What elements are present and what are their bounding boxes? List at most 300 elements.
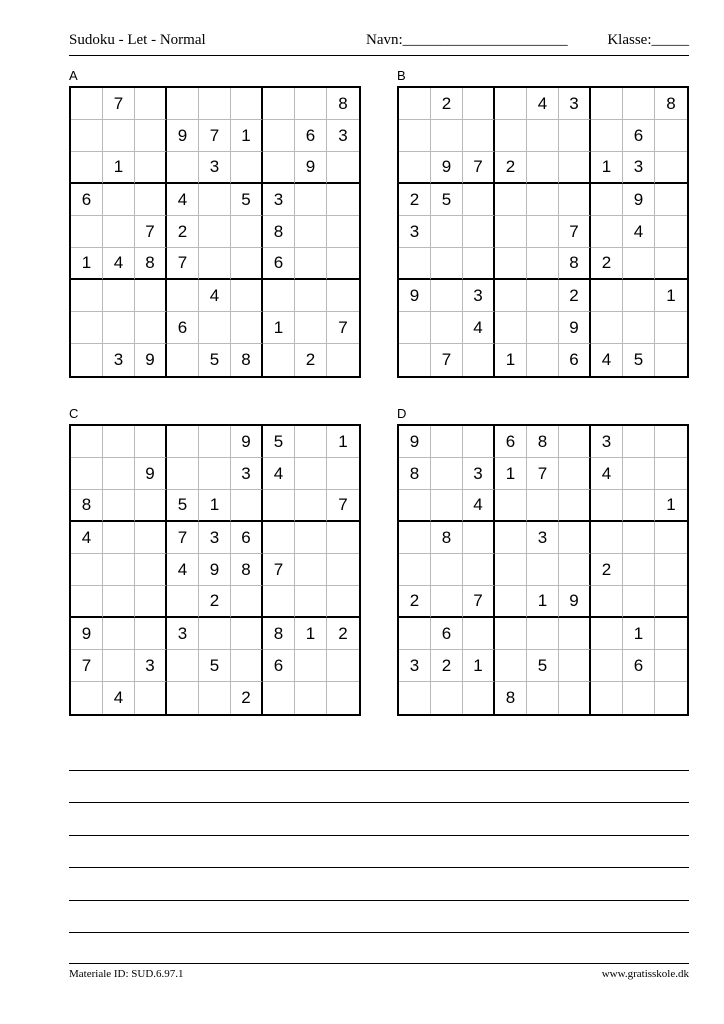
sudoku-cell[interactable]: [199, 312, 231, 344]
sudoku-cell[interactable]: 2: [559, 280, 591, 312]
sudoku-cell[interactable]: [623, 426, 655, 458]
sudoku-cell[interactable]: [295, 88, 327, 120]
sudoku-cell[interactable]: 5: [623, 344, 655, 376]
sudoku-cell[interactable]: [71, 458, 103, 490]
sudoku-cell[interactable]: 1: [71, 248, 103, 280]
sudoku-cell[interactable]: [431, 280, 463, 312]
sudoku-cell[interactable]: 9: [623, 184, 655, 216]
sudoku-cell[interactable]: 8: [495, 682, 527, 714]
sudoku-cell[interactable]: 2: [199, 586, 231, 618]
sudoku-cell[interactable]: [71, 280, 103, 312]
sudoku-cell[interactable]: [591, 88, 623, 120]
sudoku-cell[interactable]: [327, 152, 359, 184]
sudoku-cell[interactable]: [527, 152, 559, 184]
sudoku-cell[interactable]: [231, 618, 263, 650]
sudoku-cell[interactable]: 9: [431, 152, 463, 184]
sudoku-cell[interactable]: [655, 650, 687, 682]
sudoku-cell[interactable]: 8: [399, 458, 431, 490]
sudoku-cell[interactable]: 7: [431, 344, 463, 376]
sudoku-cell[interactable]: [431, 120, 463, 152]
sudoku-cell[interactable]: [135, 280, 167, 312]
sudoku-cell[interactable]: [527, 248, 559, 280]
sudoku-cell[interactable]: [295, 682, 327, 714]
sudoku-cell[interactable]: 2: [399, 184, 431, 216]
sudoku-cell[interactable]: 3: [231, 458, 263, 490]
sudoku-cell[interactable]: [167, 682, 199, 714]
sudoku-cell[interactable]: 9: [135, 458, 167, 490]
sudoku-cell[interactable]: 1: [623, 618, 655, 650]
sudoku-cell[interactable]: 9: [399, 280, 431, 312]
sudoku-cell[interactable]: [327, 650, 359, 682]
sudoku-cell[interactable]: [591, 184, 623, 216]
sudoku-cell[interactable]: [103, 618, 135, 650]
sudoku-cell[interactable]: 9: [71, 618, 103, 650]
sudoku-cell[interactable]: 4: [199, 280, 231, 312]
sudoku-cell[interactable]: [103, 426, 135, 458]
sudoku-cell[interactable]: [103, 120, 135, 152]
sudoku-cell[interactable]: [295, 280, 327, 312]
sudoku-cell[interactable]: [527, 312, 559, 344]
sudoku-cell[interactable]: 6: [623, 650, 655, 682]
sudoku-cell[interactable]: [135, 522, 167, 554]
sudoku-cell[interactable]: [495, 184, 527, 216]
sudoku-cell[interactable]: [71, 312, 103, 344]
sudoku-cell[interactable]: [199, 426, 231, 458]
sudoku-cell[interactable]: 2: [431, 650, 463, 682]
sudoku-cell[interactable]: 1: [295, 618, 327, 650]
sudoku-cell[interactable]: [463, 216, 495, 248]
sudoku-cell[interactable]: [71, 216, 103, 248]
sudoku-cell[interactable]: [623, 312, 655, 344]
sudoku-cell[interactable]: 1: [263, 312, 295, 344]
sudoku-cell[interactable]: 6: [623, 120, 655, 152]
sudoku-cell[interactable]: [103, 522, 135, 554]
sudoku-cell[interactable]: [71, 152, 103, 184]
sudoku-cell[interactable]: [655, 554, 687, 586]
sudoku-cell[interactable]: [263, 120, 295, 152]
sudoku-cell[interactable]: [103, 312, 135, 344]
sudoku-cell[interactable]: 6: [231, 522, 263, 554]
sudoku-cell[interactable]: [591, 522, 623, 554]
sudoku-cell[interactable]: 2: [591, 248, 623, 280]
sudoku-cell[interactable]: [295, 522, 327, 554]
sudoku-cell[interactable]: 1: [103, 152, 135, 184]
sudoku-cell[interactable]: 5: [199, 344, 231, 376]
sudoku-cell[interactable]: [167, 344, 199, 376]
sudoku-cell[interactable]: [71, 344, 103, 376]
sudoku-cell[interactable]: [199, 618, 231, 650]
sudoku-cell[interactable]: 7: [135, 216, 167, 248]
sudoku-cell[interactable]: [463, 184, 495, 216]
sudoku-cell[interactable]: [463, 88, 495, 120]
sudoku-cell[interactable]: [399, 88, 431, 120]
sudoku-cell[interactable]: [167, 458, 199, 490]
sudoku-cell[interactable]: [591, 280, 623, 312]
sudoku-cell[interactable]: [559, 682, 591, 714]
sudoku-cell[interactable]: [167, 586, 199, 618]
sudoku-cell[interactable]: [199, 216, 231, 248]
sudoku-cell[interactable]: [431, 458, 463, 490]
sudoku-cell[interactable]: [559, 650, 591, 682]
sudoku-cell[interactable]: 2: [591, 554, 623, 586]
sudoku-cell[interactable]: [623, 522, 655, 554]
sudoku-cell[interactable]: [431, 586, 463, 618]
sudoku-cell[interactable]: [327, 682, 359, 714]
sudoku-cell[interactable]: [495, 618, 527, 650]
sudoku-cell[interactable]: 3: [263, 184, 295, 216]
sudoku-cell[interactable]: [527, 216, 559, 248]
sudoku-cell[interactable]: 8: [527, 426, 559, 458]
sudoku-cell[interactable]: [431, 248, 463, 280]
sudoku-cell[interactable]: [495, 120, 527, 152]
sudoku-cell[interactable]: [431, 312, 463, 344]
sudoku-cell[interactable]: 4: [623, 216, 655, 248]
sudoku-cell[interactable]: 1: [231, 120, 263, 152]
sudoku-cell[interactable]: 2: [231, 682, 263, 714]
sudoku-cell[interactable]: [135, 554, 167, 586]
sudoku-cell[interactable]: [295, 426, 327, 458]
sudoku-cell[interactable]: [655, 344, 687, 376]
sudoku-cell[interactable]: [295, 586, 327, 618]
sudoku-cell[interactable]: [263, 280, 295, 312]
sudoku-cell[interactable]: 8: [231, 554, 263, 586]
sudoku-cell[interactable]: [231, 88, 263, 120]
sudoku-cell[interactable]: 6: [559, 344, 591, 376]
sudoku-cell[interactable]: 3: [167, 618, 199, 650]
sudoku-cell[interactable]: [463, 554, 495, 586]
sudoku-cell[interactable]: 8: [263, 618, 295, 650]
sudoku-cell[interactable]: [135, 490, 167, 522]
sudoku-cell[interactable]: 1: [495, 458, 527, 490]
sudoku-cell[interactable]: 7: [263, 554, 295, 586]
sudoku-cell[interactable]: 4: [527, 88, 559, 120]
sudoku-cell[interactable]: [263, 88, 295, 120]
sudoku-cell[interactable]: 7: [199, 120, 231, 152]
sudoku-cell[interactable]: [623, 248, 655, 280]
sudoku-cell[interactable]: [263, 152, 295, 184]
sudoku-cell[interactable]: [495, 490, 527, 522]
sudoku-cell[interactable]: 9: [199, 554, 231, 586]
sudoku-cell[interactable]: [231, 248, 263, 280]
sudoku-cell[interactable]: 4: [167, 554, 199, 586]
sudoku-cell[interactable]: [655, 618, 687, 650]
sudoku-cell[interactable]: 6: [263, 650, 295, 682]
sudoku-cell[interactable]: [327, 522, 359, 554]
sudoku-cell[interactable]: [495, 248, 527, 280]
sudoku-cell[interactable]: [167, 88, 199, 120]
sudoku-cell[interactable]: [231, 216, 263, 248]
sudoku-cell[interactable]: 9: [559, 312, 591, 344]
sudoku-cell[interactable]: [463, 344, 495, 376]
sudoku-cell[interactable]: [199, 88, 231, 120]
sudoku-cell[interactable]: [463, 618, 495, 650]
sudoku-cell[interactable]: 5: [167, 490, 199, 522]
sudoku-cell[interactable]: [167, 650, 199, 682]
sudoku-cell[interactable]: 5: [263, 426, 295, 458]
sudoku-cell[interactable]: [399, 248, 431, 280]
sudoku-cell[interactable]: 3: [199, 522, 231, 554]
sudoku-cell[interactable]: [199, 184, 231, 216]
sudoku-cell[interactable]: 3: [199, 152, 231, 184]
sudoku-cell[interactable]: [135, 312, 167, 344]
sudoku-cell[interactable]: 4: [103, 248, 135, 280]
sudoku-cell[interactable]: 7: [527, 458, 559, 490]
sudoku-cell[interactable]: [135, 120, 167, 152]
sudoku-cell[interactable]: [591, 120, 623, 152]
sudoku-cell[interactable]: 1: [495, 344, 527, 376]
sudoku-cell[interactable]: [495, 650, 527, 682]
sudoku-cell[interactable]: [591, 312, 623, 344]
sudoku-cell[interactable]: [655, 426, 687, 458]
sudoku-cell[interactable]: 9: [399, 426, 431, 458]
sudoku-cell[interactable]: [495, 88, 527, 120]
sudoku-cell[interactable]: 3: [399, 650, 431, 682]
sudoku-cell[interactable]: [71, 120, 103, 152]
sudoku-cell[interactable]: 3: [559, 88, 591, 120]
sudoku-cell[interactable]: 9: [167, 120, 199, 152]
sudoku-cell[interactable]: 5: [431, 184, 463, 216]
sudoku-cell[interactable]: 4: [103, 682, 135, 714]
sudoku-cell[interactable]: [399, 554, 431, 586]
sudoku-cell[interactable]: [231, 650, 263, 682]
sudoku-cell[interactable]: 4: [463, 312, 495, 344]
sudoku-cell[interactable]: [295, 490, 327, 522]
sudoku-cell[interactable]: 3: [591, 426, 623, 458]
sudoku-cell[interactable]: 1: [655, 490, 687, 522]
sudoku-cell[interactable]: [655, 152, 687, 184]
sudoku-cell[interactable]: [655, 120, 687, 152]
sudoku-cell[interactable]: [399, 490, 431, 522]
sudoku-cell[interactable]: [559, 522, 591, 554]
sudoku-cell[interactable]: [231, 152, 263, 184]
sudoku-cell[interactable]: [463, 248, 495, 280]
sudoku-cell[interactable]: 4: [71, 522, 103, 554]
sudoku-cell[interactable]: [431, 426, 463, 458]
sudoku-cell[interactable]: [559, 184, 591, 216]
sudoku-cell[interactable]: [495, 554, 527, 586]
sudoku-cell[interactable]: 9: [559, 586, 591, 618]
sudoku-cell[interactable]: [431, 682, 463, 714]
sudoku-cell[interactable]: 1: [591, 152, 623, 184]
sudoku-cell[interactable]: [199, 458, 231, 490]
sudoku-cell[interactable]: [527, 120, 559, 152]
sudoku-cell[interactable]: [199, 248, 231, 280]
sudoku-cell[interactable]: [263, 522, 295, 554]
sudoku-cell[interactable]: [431, 216, 463, 248]
sudoku-cell[interactable]: [103, 216, 135, 248]
sudoku-cell[interactable]: [655, 248, 687, 280]
sudoku-cell[interactable]: 1: [327, 426, 359, 458]
sudoku-cell[interactable]: 2: [327, 618, 359, 650]
sudoku-cell[interactable]: [295, 184, 327, 216]
sudoku-cell[interactable]: 1: [527, 586, 559, 618]
sudoku-cell[interactable]: [559, 490, 591, 522]
sudoku-cell[interactable]: 3: [103, 344, 135, 376]
sudoku-cell[interactable]: [527, 344, 559, 376]
sudoku-cell[interactable]: 7: [167, 522, 199, 554]
sudoku-cell[interactable]: [655, 458, 687, 490]
sudoku-cell[interactable]: 9: [295, 152, 327, 184]
sudoku-cell[interactable]: [263, 586, 295, 618]
sudoku-cell[interactable]: 9: [135, 344, 167, 376]
sudoku-cell[interactable]: [399, 682, 431, 714]
sudoku-cell[interactable]: [327, 554, 359, 586]
sudoku-cell[interactable]: [295, 458, 327, 490]
sudoku-cell[interactable]: [527, 490, 559, 522]
sudoku-cell[interactable]: [559, 554, 591, 586]
sudoku-cell[interactable]: [591, 586, 623, 618]
sudoku-cell[interactable]: [103, 554, 135, 586]
sudoku-cell[interactable]: 4: [591, 344, 623, 376]
sudoku-cell[interactable]: [431, 490, 463, 522]
sudoku-cell[interactable]: 2: [167, 216, 199, 248]
sudoku-cell[interactable]: [327, 280, 359, 312]
sudoku-cell[interactable]: [71, 682, 103, 714]
sudoku-cell[interactable]: 1: [199, 490, 231, 522]
sudoku-cell[interactable]: 1: [655, 280, 687, 312]
sudoku-cell[interactable]: [103, 650, 135, 682]
sudoku-cell[interactable]: 7: [463, 152, 495, 184]
sudoku-cell[interactable]: [135, 682, 167, 714]
sudoku-cell[interactable]: [135, 618, 167, 650]
sudoku-cell[interactable]: [495, 586, 527, 618]
sudoku-cell[interactable]: [559, 120, 591, 152]
sudoku-cell[interactable]: [623, 280, 655, 312]
sudoku-cell[interactable]: [623, 458, 655, 490]
sudoku-cell[interactable]: [103, 586, 135, 618]
sudoku-cell[interactable]: [263, 682, 295, 714]
sudoku-cell[interactable]: 2: [295, 344, 327, 376]
sudoku-cell[interactable]: [655, 586, 687, 618]
sudoku-cell[interactable]: 9: [231, 426, 263, 458]
sudoku-cell[interactable]: [591, 490, 623, 522]
sudoku-cell[interactable]: 2: [399, 586, 431, 618]
sudoku-cell[interactable]: 3: [463, 458, 495, 490]
sudoku-cell[interactable]: [103, 184, 135, 216]
sudoku-cell[interactable]: 8: [559, 248, 591, 280]
sudoku-cell[interactable]: [135, 184, 167, 216]
sudoku-cell[interactable]: 3: [399, 216, 431, 248]
sudoku-cell[interactable]: [495, 312, 527, 344]
sudoku-cell[interactable]: [623, 490, 655, 522]
sudoku-cell[interactable]: 5: [527, 650, 559, 682]
sudoku-cell[interactable]: [135, 88, 167, 120]
sudoku-cell[interactable]: 4: [463, 490, 495, 522]
sudoku-cell[interactable]: [399, 522, 431, 554]
sudoku-cell[interactable]: [295, 312, 327, 344]
sudoku-cell[interactable]: [231, 490, 263, 522]
sudoku-cell[interactable]: 6: [431, 618, 463, 650]
sudoku-cell[interactable]: 6: [295, 120, 327, 152]
sudoku-cell[interactable]: [463, 522, 495, 554]
sudoku-cell[interactable]: [495, 280, 527, 312]
sudoku-cell[interactable]: [655, 682, 687, 714]
sudoku-cell[interactable]: 7: [463, 586, 495, 618]
sudoku-cell[interactable]: 8: [431, 522, 463, 554]
sudoku-cell[interactable]: [263, 490, 295, 522]
sudoku-cell[interactable]: 7: [327, 312, 359, 344]
sudoku-cell[interactable]: [327, 586, 359, 618]
sudoku-cell[interactable]: [295, 650, 327, 682]
sudoku-cell[interactable]: [591, 682, 623, 714]
sudoku-cell[interactable]: [463, 682, 495, 714]
sudoku-cell[interactable]: [399, 312, 431, 344]
sudoku-cell[interactable]: [655, 522, 687, 554]
sudoku-cell[interactable]: [655, 184, 687, 216]
sudoku-cell[interactable]: 8: [135, 248, 167, 280]
sudoku-cell[interactable]: [327, 458, 359, 490]
sudoku-cell[interactable]: [623, 88, 655, 120]
sudoku-cell[interactable]: 6: [495, 426, 527, 458]
sudoku-cell[interactable]: [399, 344, 431, 376]
sudoku-cell[interactable]: [591, 650, 623, 682]
sudoku-cell[interactable]: [199, 682, 231, 714]
sudoku-cell[interactable]: [327, 184, 359, 216]
sudoku-cell[interactable]: [495, 216, 527, 248]
sudoku-cell[interactable]: [231, 312, 263, 344]
sudoku-cell[interactable]: [135, 586, 167, 618]
sudoku-cell[interactable]: [167, 280, 199, 312]
sudoku-cell[interactable]: [559, 458, 591, 490]
sudoku-cell[interactable]: [527, 184, 559, 216]
sudoku-cell[interactable]: [167, 426, 199, 458]
sudoku-cell[interactable]: [559, 152, 591, 184]
sudoku-cell[interactable]: [431, 554, 463, 586]
sudoku-cell[interactable]: [527, 618, 559, 650]
sudoku-cell[interactable]: 5: [199, 650, 231, 682]
sudoku-cell[interactable]: [231, 280, 263, 312]
sudoku-cell[interactable]: 6: [167, 312, 199, 344]
sudoku-cell[interactable]: [655, 312, 687, 344]
sudoku-cell[interactable]: [263, 344, 295, 376]
sudoku-cell[interactable]: [295, 216, 327, 248]
sudoku-cell[interactable]: [295, 554, 327, 586]
sudoku-cell[interactable]: 7: [327, 490, 359, 522]
sudoku-cell[interactable]: 7: [559, 216, 591, 248]
sudoku-cell[interactable]: 3: [623, 152, 655, 184]
sudoku-cell[interactable]: [103, 490, 135, 522]
sudoku-cell[interactable]: 3: [135, 650, 167, 682]
sudoku-cell[interactable]: 8: [655, 88, 687, 120]
sudoku-cell[interactable]: 3: [327, 120, 359, 152]
sudoku-cell[interactable]: [327, 216, 359, 248]
sudoku-cell[interactable]: 7: [167, 248, 199, 280]
sudoku-cell[interactable]: [623, 586, 655, 618]
sudoku-cell[interactable]: [463, 120, 495, 152]
sudoku-cell[interactable]: [327, 344, 359, 376]
sudoku-cell[interactable]: 7: [103, 88, 135, 120]
sudoku-cell[interactable]: 4: [167, 184, 199, 216]
sudoku-cell[interactable]: [591, 618, 623, 650]
sudoku-cell[interactable]: [559, 426, 591, 458]
sudoku-cell[interactable]: 8: [327, 88, 359, 120]
sudoku-cell[interactable]: [527, 554, 559, 586]
sudoku-cell[interactable]: 1: [463, 650, 495, 682]
sudoku-cell[interactable]: 2: [431, 88, 463, 120]
sudoku-cell[interactable]: 5: [231, 184, 263, 216]
sudoku-cell[interactable]: 3: [527, 522, 559, 554]
sudoku-cell[interactable]: 2: [495, 152, 527, 184]
sudoku-cell[interactable]: [231, 586, 263, 618]
sudoku-cell[interactable]: [71, 88, 103, 120]
sudoku-cell[interactable]: [295, 248, 327, 280]
sudoku-cell[interactable]: [71, 554, 103, 586]
sudoku-cell[interactable]: 8: [263, 216, 295, 248]
sudoku-cell[interactable]: [623, 554, 655, 586]
sudoku-cell[interactable]: [623, 682, 655, 714]
sudoku-cell[interactable]: [103, 458, 135, 490]
sudoku-cell[interactable]: [495, 522, 527, 554]
